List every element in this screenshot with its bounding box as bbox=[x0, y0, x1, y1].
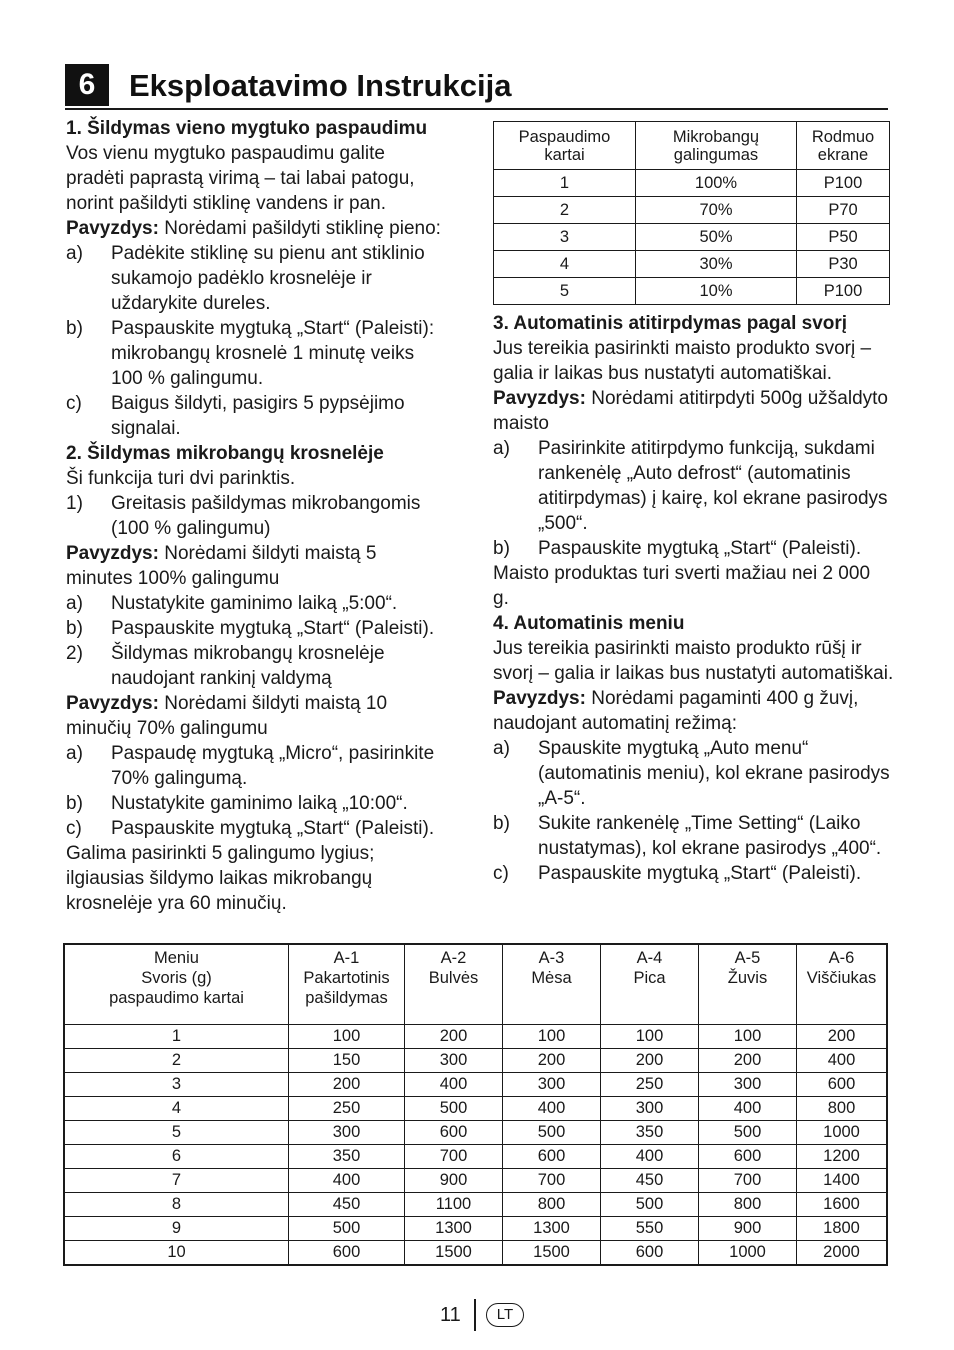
column-header: A-6 Viščiukas bbox=[797, 944, 888, 1025]
example-label: Pavyzdys: bbox=[66, 693, 159, 714]
table-cell: 4 bbox=[494, 251, 636, 278]
table-cell: 5 bbox=[494, 278, 636, 305]
example-label: Pavyzdys: bbox=[493, 388, 586, 409]
table-cell: 400 bbox=[601, 1145, 699, 1169]
text-line: minutes 100% galingumu bbox=[66, 568, 280, 589]
example-label: Pavyzdys: bbox=[66, 543, 159, 564]
example-label: Pavyzdys: bbox=[66, 218, 159, 239]
table-cell: 6 bbox=[64, 1145, 289, 1169]
table-cell: 350 bbox=[289, 1145, 405, 1169]
text-line: g. bbox=[493, 588, 509, 609]
table-row bbox=[64, 1025, 887, 1049]
column-header: A-1 Pakartotinis pašildymas bbox=[289, 944, 405, 1025]
table-cell: 500 bbox=[405, 1097, 503, 1121]
table-cell: 50% bbox=[636, 224, 797, 251]
list-item: c) Paspauskite mygtuką „Start“ (Paleisti). bbox=[66, 818, 435, 839]
table-cell: 900 bbox=[405, 1169, 503, 1193]
list-item: a) Nustatykite gaminimo laiką „5:00“. bbox=[66, 593, 398, 614]
section-1-title: 1. Šildymas vieno mygtuko paspaudimu bbox=[66, 118, 428, 139]
table-cell: 9 bbox=[64, 1217, 289, 1241]
table-cell: 2 bbox=[64, 1049, 289, 1073]
table-cell: 300 bbox=[405, 1049, 503, 1073]
table-cell: 100% bbox=[636, 170, 797, 197]
table-cell: 400 bbox=[699, 1097, 797, 1121]
table-cell: 400 bbox=[503, 1097, 601, 1121]
list-item: b) Sukite rankenėlę „Time Setting“ (Laiko nustatymas), kol ekrane pasirodys „400“. bbox=[493, 813, 882, 859]
table-cell: 200 bbox=[289, 1073, 405, 1097]
table-cell: 5 bbox=[64, 1121, 289, 1145]
list-item: b) Nustatykite gaminimo laiką „10:00“. bbox=[66, 793, 408, 814]
text-line: pradėti paprastą virimą – tai labai patogu, bbox=[66, 168, 415, 189]
table-cell: 7 bbox=[64, 1169, 289, 1193]
table-cell: 1400 bbox=[797, 1169, 888, 1193]
list-item: a) Pasirinkite atitirpdymo funkciją, sukdami rankenėlę „Auto defrost“ (automatinis atitirpdymas) į kairę, kol ekrane pasirodys „500“. bbox=[493, 438, 888, 534]
table-cell: 450 bbox=[289, 1193, 405, 1217]
table-cell: P100 bbox=[797, 278, 890, 305]
example-line: Pavyzdys: Norėdami pašildyti stiklinę pieno: bbox=[66, 218, 441, 239]
table-cell: 8 bbox=[64, 1193, 289, 1217]
table-cell: 450 bbox=[601, 1169, 699, 1193]
text-line: Jus tereikia pasirinkti maisto produkto rūšį ir bbox=[493, 638, 862, 659]
table-cell: 3 bbox=[64, 1073, 289, 1097]
list-item: c) Paspauskite mygtuką „Start“ (Paleisti). bbox=[493, 863, 862, 884]
table-cell: 70% bbox=[636, 197, 797, 224]
power-level-table bbox=[493, 121, 890, 305]
table-cell: 800 bbox=[797, 1097, 888, 1121]
table-cell: 200 bbox=[405, 1025, 503, 1049]
example-line: Pavyzdys: Norėdami pagaminti 400 g žuvį, bbox=[493, 688, 859, 709]
table-cell: 10 bbox=[64, 1241, 289, 1266]
table-cell: 4 bbox=[64, 1097, 289, 1121]
table-row bbox=[494, 170, 890, 197]
table-cell: 300 bbox=[503, 1073, 601, 1097]
table-row bbox=[494, 278, 890, 305]
table-cell: 700 bbox=[405, 1145, 503, 1169]
table-cell: 300 bbox=[699, 1073, 797, 1097]
table-cell: 200 bbox=[503, 1049, 601, 1073]
list-item: 1) Greitasis pašildymas mikrobangomis (100 % galingumu) bbox=[66, 493, 421, 539]
section-3-title: 3. Automatinis atitirpdymas pagal svorį bbox=[493, 313, 848, 334]
text-line: Vos vienu mygtuko paspaudimu galite bbox=[66, 143, 385, 164]
table-cell: 1500 bbox=[405, 1241, 503, 1266]
list-item: b) Paspauskite mygtuką „Start“ (Paleisti): mikrobangų krosnelė 1 minutę veiks 100 % galingumu. bbox=[66, 318, 435, 389]
column-header: Mikrobangų galingumas bbox=[636, 122, 797, 170]
table-cell: 200 bbox=[797, 1025, 888, 1049]
table-cell: 700 bbox=[699, 1169, 797, 1193]
table-cell: 100 bbox=[289, 1025, 405, 1049]
table-cell: 2000 bbox=[797, 1241, 888, 1266]
table-cell: 800 bbox=[503, 1193, 601, 1217]
table-cell: 1000 bbox=[797, 1121, 888, 1145]
table-row bbox=[64, 1073, 887, 1097]
table-header-row bbox=[64, 944, 887, 1025]
table-cell: 600 bbox=[601, 1241, 699, 1266]
table-cell: 900 bbox=[699, 1217, 797, 1241]
table-row bbox=[64, 1049, 887, 1073]
left-column bbox=[66, 116, 466, 916]
table-row bbox=[494, 197, 890, 224]
text-line: minučių 70% galingumu bbox=[66, 718, 268, 739]
table-cell: 600 bbox=[797, 1073, 888, 1097]
table-row bbox=[64, 1097, 887, 1121]
table-row bbox=[494, 224, 890, 251]
table-row bbox=[64, 1145, 887, 1169]
text-line: maisto bbox=[493, 413, 549, 434]
text-line: krosnelėje yra 60 minučių. bbox=[66, 893, 287, 914]
column-header: Meniu Svoris (g) paspaudimo kartai bbox=[64, 944, 289, 1025]
table-cell: 550 bbox=[601, 1217, 699, 1241]
column-header: Paspaudimo kartai bbox=[494, 122, 636, 170]
list-item: a) Padėkite stiklinę su pienu ant stiklinio sukamojo padėklo krosnelėje ir uždarykite dureles. bbox=[66, 243, 425, 314]
table-cell: 10% bbox=[636, 278, 797, 305]
right-column bbox=[493, 311, 913, 886]
table-cell: 150 bbox=[289, 1049, 405, 1073]
column-header: A-2 Bulvės bbox=[405, 944, 503, 1025]
table-cell: 3 bbox=[494, 224, 636, 251]
example-line: Pavyzdys: Norėdami šildyti maistą 5 bbox=[66, 543, 377, 564]
table-cell: 500 bbox=[289, 1217, 405, 1241]
text-line: Maisto produktas turi sverti mažiau nei 2 000 bbox=[493, 563, 871, 584]
column-header: A-3 Mėsa bbox=[503, 944, 601, 1025]
example-line: Pavyzdys: Norėdami šildyti maistą 10 bbox=[66, 693, 388, 714]
table-cell: 1600 bbox=[797, 1193, 888, 1217]
table-cell: 1000 bbox=[699, 1241, 797, 1266]
table-cell: P30 bbox=[797, 251, 890, 278]
table-cell: 1 bbox=[64, 1025, 289, 1049]
text-line: norint pašildyti stiklinę vandens ir pan. bbox=[66, 193, 387, 214]
table-cell: 700 bbox=[503, 1169, 601, 1193]
table-cell: P100 bbox=[797, 170, 890, 197]
table-cell: 300 bbox=[289, 1121, 405, 1145]
text-line: svorį – galia ir laikas bus nustatyti automatiškai. bbox=[493, 663, 894, 684]
text-line: galia ir laikas bus nustatyti automatiškai. bbox=[493, 363, 832, 384]
table-cell: 1300 bbox=[503, 1217, 601, 1241]
table-cell: 1300 bbox=[405, 1217, 503, 1241]
table-cell: 300 bbox=[601, 1097, 699, 1121]
table-cell: 400 bbox=[405, 1073, 503, 1097]
table-cell: 250 bbox=[289, 1097, 405, 1121]
table-cell: 100 bbox=[699, 1025, 797, 1049]
table-cell: 500 bbox=[699, 1121, 797, 1145]
table-cell: 1100 bbox=[405, 1193, 503, 1217]
chapter-number: 6 bbox=[65, 64, 109, 106]
column-header: A-4 Pica bbox=[601, 944, 699, 1025]
table-row bbox=[64, 1121, 887, 1145]
table-cell: 100 bbox=[503, 1025, 601, 1049]
table-row bbox=[64, 1169, 887, 1193]
table-row bbox=[494, 251, 890, 278]
table-cell: 1 bbox=[494, 170, 636, 197]
list-item: b) Paspauskite mygtuką „Start“ (Paleisti). bbox=[66, 618, 435, 639]
auto-menu-table bbox=[63, 943, 888, 1266]
table-cell: 1200 bbox=[797, 1145, 888, 1169]
column-header: A-5 Žuvis bbox=[699, 944, 797, 1025]
chapter-header bbox=[65, 64, 888, 110]
table-cell: 1800 bbox=[797, 1217, 888, 1241]
table-cell: 2 bbox=[494, 197, 636, 224]
text-line: naudojant automatinį režimą: bbox=[493, 713, 737, 734]
divider bbox=[474, 1299, 476, 1331]
chapter-title: Eksploatavimo Instrukcija bbox=[129, 68, 512, 103]
list-item: c) Baigus šildyti, pasigirs 5 pypsėjimo signalai. bbox=[66, 393, 405, 439]
table-cell: 200 bbox=[601, 1049, 699, 1073]
column-header: Rodmuo ekrane bbox=[797, 122, 890, 170]
table-cell: 600 bbox=[289, 1241, 405, 1266]
table-cell: 350 bbox=[601, 1121, 699, 1145]
table-header-row bbox=[494, 122, 890, 170]
table-cell: 600 bbox=[699, 1145, 797, 1169]
table-cell: 200 bbox=[699, 1049, 797, 1073]
section-4-title: 4. Automatinis meniu bbox=[493, 613, 685, 634]
language-badge: LT bbox=[486, 1303, 524, 1327]
table-cell: P70 bbox=[797, 197, 890, 224]
example-line: Pavyzdys: Norėdami atitirpdyti 500g užšaldyto bbox=[493, 388, 888, 409]
table-cell: 800 bbox=[699, 1193, 797, 1217]
list-item: a) Paspaudę mygtuką „Micro“, pasirinkite 70% galingumą. bbox=[66, 743, 435, 789]
table-cell: 600 bbox=[405, 1121, 503, 1145]
table-row bbox=[64, 1193, 887, 1217]
table-row bbox=[64, 1217, 887, 1241]
table-row bbox=[64, 1241, 887, 1266]
table-cell: 400 bbox=[797, 1049, 888, 1073]
page-number: 11 bbox=[440, 1304, 461, 1326]
section-2-title: 2. Šildymas mikrobangų krosnelėje bbox=[66, 443, 384, 464]
text-line: Galima pasirinkti 5 galingumo lygius; bbox=[66, 843, 375, 864]
table-cell: 600 bbox=[503, 1145, 601, 1169]
text-line: Ši funkcija turi dvi parinktis. bbox=[66, 468, 296, 489]
table-cell: 400 bbox=[289, 1169, 405, 1193]
table-cell: 500 bbox=[601, 1193, 699, 1217]
table-cell: 250 bbox=[601, 1073, 699, 1097]
table-cell: 500 bbox=[503, 1121, 601, 1145]
example-label: Pavyzdys: bbox=[493, 688, 586, 709]
list-item: 2) Šildymas mikrobangų krosnelėje naudojant rankinį valdymą bbox=[66, 643, 385, 689]
text-line: ilgiausias šildymo laikas mikrobangų bbox=[66, 868, 373, 889]
table-cell: 100 bbox=[601, 1025, 699, 1049]
table-cell: P50 bbox=[797, 224, 890, 251]
list-item: a) Spauskite mygtuką „Auto menu“ (automatinis meniu), kol ekrane pasirodys „A-5“. bbox=[493, 738, 890, 809]
list-item: b) Paspauskite mygtuką „Start“ (Paleisti). bbox=[493, 538, 862, 559]
text-line: Jus tereikia pasirinkti maisto produkto svorį – bbox=[493, 338, 872, 359]
table-cell: 1500 bbox=[503, 1241, 601, 1266]
table-cell: 30% bbox=[636, 251, 797, 278]
